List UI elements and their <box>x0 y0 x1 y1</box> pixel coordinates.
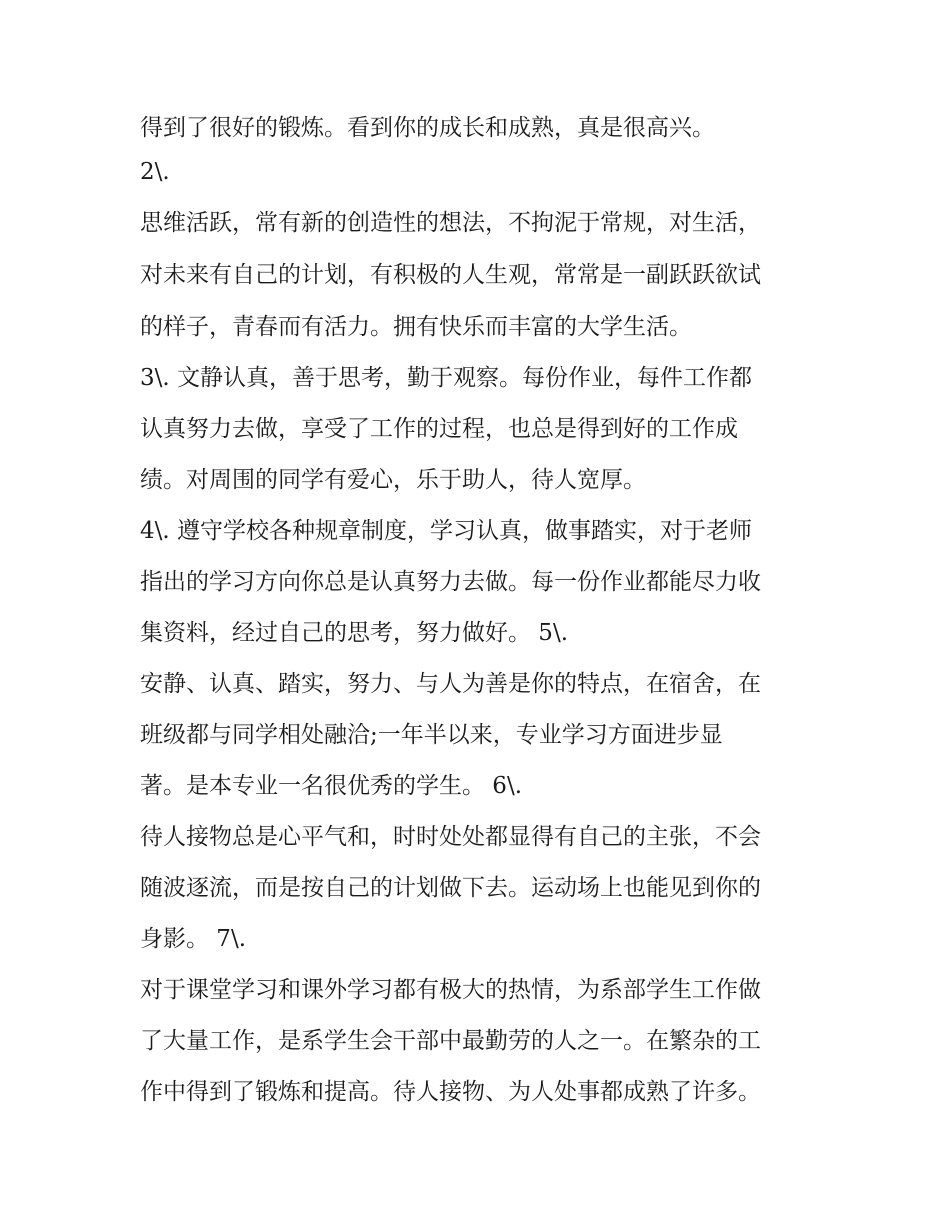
text-line: 身影。 7\. <box>140 926 247 952</box>
text-line: 4\. 遵守学校各种规章制度，学习认真，做事踏实，对于老师 <box>140 518 753 544</box>
text-line: 安静、认真、踏实，努力、与人为善是你的特点，在宿舍，在 <box>140 671 761 697</box>
text-line: 班级都与同学相处融洽;一年半以来，专业学习方面进步显 <box>140 722 723 748</box>
text-line: 思维活跃，常有新的创造性的想法，不拘泥于常规，对生活， <box>140 210 761 236</box>
text-line: 作中得到了锻炼和提高。待人接物、为人处事都成熟了许多。 <box>140 1079 761 1105</box>
text-line: 待人接物总是心平气和，时时处处都显得有自己的主张，不会 <box>140 824 761 850</box>
text-line: 2\. <box>140 159 170 185</box>
text-line: 认真努力去做，享受了工作的过程，也总是得到好的工作成 <box>140 416 738 442</box>
text-line: 3\. 文静认真，善于思考，勤于观察。每份作业，每件工作都 <box>140 365 753 391</box>
text-line: 绩。对周围的同学有爱心，乐于助人，待人宽厚。 <box>140 467 646 493</box>
text-line: 的样子，青春而有活力。拥有快乐而丰富的大学生活。 <box>140 314 692 340</box>
text-line: 著。是本专业一名很优秀的学生。 6\. <box>140 773 523 799</box>
text-line: 对于课堂学习和课外学习都有极大的热情，为系部学生工作做 <box>140 977 761 1003</box>
text-line: 指出的学习方向你总是认真努力去做。每一份作业都能尽力收 <box>140 569 761 595</box>
text-line: 了大量工作，是系学生会干部中最勤劳的人之一。在繁杂的工 <box>140 1028 761 1054</box>
text-line: 集资料，经过自己的思考，努力做好。 5\. <box>140 620 569 646</box>
text-line: 随波逐流，而是按自己的计划做下去。运动场上也能见到你的 <box>140 875 761 901</box>
text-line: 得到了很好的锻炼。看到你的成长和成熟，真是很高兴。 <box>140 115 715 141</box>
text-line: 对未来有自己的计划，有积极的人生观，常常是一副跃跃欲试 <box>140 262 761 288</box>
